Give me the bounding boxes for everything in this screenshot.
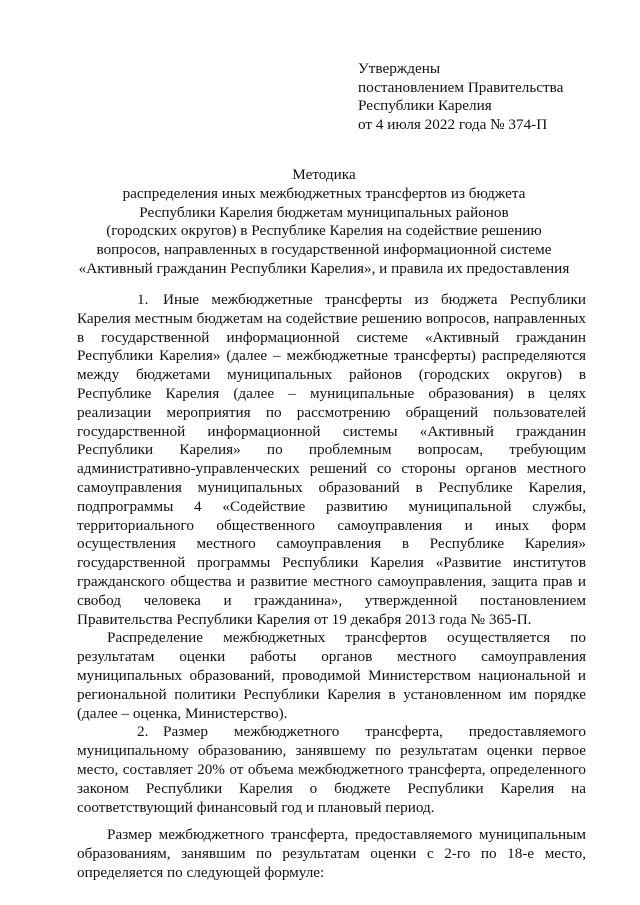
paragraph-2 [77, 629, 586, 723]
title-line: распределения иных межбюджетных трансфертов из бюджета [122, 184, 526, 202]
approval-line: постановлением Правительства [358, 78, 564, 96]
approval-line: Республики Карелия [358, 97, 492, 114]
document-title [60, 166, 588, 279]
title-line: Республики Карелия бюджетам муниципальных районов [139, 203, 509, 221]
paragraph-3 [77, 723, 586, 817]
paragraph-text: Размер межбюджетного трансферта, предоставляемого муниципальному образованию, занявшему по результатам оценки первое место, составляет 20% от объема межбюджетного трансферта, определенного законом Республики Карелия о бюджете Республики Карелия на соответствующий финансовый год и плановый период. [77, 723, 586, 816]
approval-line: Утверждены [358, 60, 441, 77]
paragraph-text: Размер межбюджетного трансферта, предоставляемого муниципальным образованиям, занявшим по результатам оценки с 2-го по 18-е место, определяется по следующей формуле: [77, 826, 586, 881]
paragraph-4 [77, 826, 586, 882]
title-line: «Активный гражданин Республики Карелия», и правила их предоставления [78, 259, 570, 277]
approval-date-line: от 4 июля 2022 года № 374-П [358, 115, 548, 133]
paragraph-1 [77, 291, 586, 629]
paragraph-text: Иные межбюджетные трансферты из бюджета Республики Карелия местным бюджетам на содействие решению вопросов, направленных в государственной информационной системе «Активный гражданин Республики Карелия» (далее – межбюджетные трансферты) распределяются между бюджетами муниципальных районов (городских округов) в Республике Карелия (далее – муниципальные образования) в целях реализации мероприятия по рассмотрению обращений пользователей государственной информационной системы «Активный гражданин Республики Карелия» по проблемным вопросам, требующим административно-управленческих решений со стороны органов местного самоуправления муниципальных образований в Республике Карелия, подпрограммы 4 «Содействие развитию муниципальной службы, территориального общественного самоуправления и иных форм осуществления местного самоуправления в Республике Карелия» государственной программы Республики Карелия «Развитие институтов гражданского общества и развитие местного самоуправления, защита прав и свобод человека и гражданина», утвержденной постановлением Правительства Республики Карелия от 19 декабря 2013 года № 365-П. [77, 291, 586, 628]
paragraph-text: Распределение межбюджетных трансфертов осуществляется по результатам оценки работы органов местного самоуправления муниципальных образований, проводимой Министерством национальной и региональной политики Республики Карелия в установленном им порядке (далее – оценка, Министерство). [77, 629, 586, 722]
paragraph-number: 2. [137, 723, 149, 741]
paragraph-number: 1. [137, 291, 149, 308]
approval-block [358, 60, 563, 134]
title-line: Методика [292, 166, 356, 183]
title-line: (городских округов) в Республике Карелия на содействие решению [106, 222, 542, 240]
title-line: вопросов, направленных в государственной информационной системе [96, 241, 552, 259]
document-body [77, 291, 586, 883]
